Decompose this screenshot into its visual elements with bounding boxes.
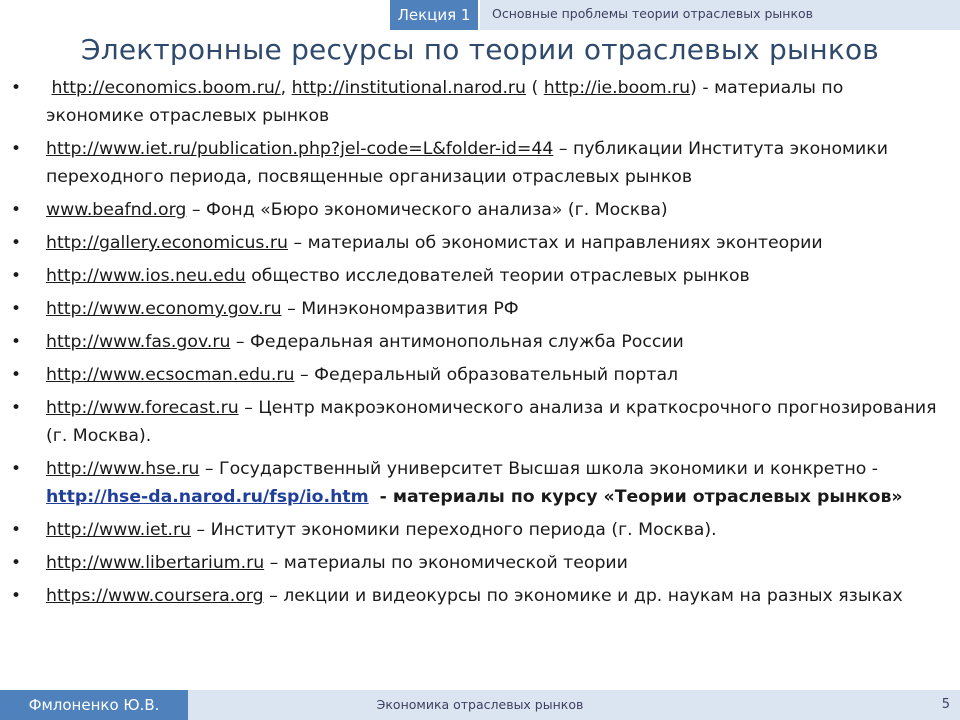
resource-link[interactable]: http://www.libertarium.ru	[46, 553, 265, 573]
footer-bar	[0, 690, 960, 720]
resource-link[interactable]: http://www.iet.ru	[46, 520, 192, 540]
resource-description: - материалы по экономике отраслевых рынков	[46, 78, 844, 126]
bullet-icon: •	[11, 299, 22, 319]
bullet-icon: •	[11, 332, 22, 352]
list-item	[0, 262, 960, 290]
list-item	[0, 549, 960, 577]
course-materials-link[interactable]: http://hse-da.narod.ru/fsp/io.htm	[46, 487, 369, 507]
bullet-icon: •	[11, 200, 22, 220]
resource-link[interactable]: http://www.iet.ru/publication.php?jel-code=L&folder-id=44	[46, 139, 554, 159]
header-bar	[0, 0, 960, 30]
page-number: 5	[772, 690, 960, 720]
lecture-label: Лекция 1	[390, 0, 478, 30]
slide-title: Электронные ресурсы по теории отраслевых рынков	[81, 33, 879, 66]
bullet-icon: •	[11, 78, 22, 98]
resource-description: – Центр макроэкономического анализа и краткосрочного прогнозирования (г. Москва).	[46, 398, 937, 446]
resource-link[interactable]: http://www.fas.gov.ru	[46, 332, 231, 352]
bullet-icon: •	[11, 398, 22, 418]
bullet-icon: •	[11, 586, 22, 606]
list-item	[0, 135, 960, 191]
list-item	[0, 394, 960, 450]
paren-close: )	[690, 78, 697, 98]
bullet-icon: •	[11, 553, 22, 573]
course-materials-description: - материалы по курсу «Теории отраслевых рынков»	[379, 487, 903, 507]
resource-description: – публикации Института экономики переходного периода, посвященные организации отраслевых рынков	[46, 139, 888, 187]
resource-description: – Минэкономразвития РФ	[287, 299, 519, 319]
resource-link[interactable]: https://www.coursera.org	[46, 586, 264, 606]
resource-description: – Федеральный образовательный портал	[299, 365, 679, 385]
resource-description: – Институт экономики переходного периода (г. Москва).	[196, 520, 717, 540]
bullet-icon: •	[11, 365, 22, 385]
bullet-icon: •	[11, 459, 22, 479]
list-item	[0, 582, 960, 610]
resource-link[interactable]: http://www.hse.ru	[46, 459, 200, 479]
resource-link[interactable]: http://www.ecsocman.edu.ru	[46, 365, 295, 385]
lecture-topic: Основные проблемы теории отраслевых рынков	[480, 0, 960, 30]
resource-link[interactable]: http://www.ios.neu.edu	[46, 266, 246, 286]
bullet-icon: •	[11, 233, 22, 253]
resource-link[interactable]: www.beafnd.org	[46, 200, 187, 220]
resource-list	[0, 74, 960, 615]
resource-link[interactable]: http://ie.boom.ru	[543, 78, 691, 98]
list-item	[0, 328, 960, 356]
footer-author: Фмлоненко Ю.В.	[0, 690, 188, 720]
list-item	[0, 196, 960, 224]
list-item	[0, 455, 960, 511]
list-item	[0, 295, 960, 323]
paren-open: (	[531, 78, 539, 98]
list-item	[0, 74, 960, 130]
bullet-icon: •	[11, 266, 22, 286]
resource-description: – материалы об экономистах и направлениях эконтеории	[293, 233, 823, 253]
resource-description: – Государственный университет Высшая школа экономики и конкретно -	[204, 459, 879, 479]
resource-link[interactable]: http://www.forecast.ru	[46, 398, 239, 418]
resource-description: общество исследователей теории отраслевых рынков	[251, 266, 750, 286]
resource-link[interactable]: http://economics.boom.ru/	[51, 78, 281, 98]
separator: ,	[280, 78, 287, 98]
resource-description: – лекции и видеокурсы по экономике и др. наукам на разных языках	[269, 586, 903, 606]
resource-description: – материалы по экономической теории	[269, 553, 628, 573]
footer-course: Экономика отраслевых рынков	[188, 690, 772, 720]
resource-link[interactable]: http://gallery.economicus.ru	[46, 233, 288, 253]
resource-link[interactable]: http://institutional.narod.ru	[291, 78, 526, 98]
list-item	[0, 516, 960, 544]
list-item	[0, 229, 960, 257]
resource-link[interactable]: http://www.economy.gov.ru	[46, 299, 282, 319]
list-item	[0, 361, 960, 389]
resource-description: – Федеральная антимонопольная служба России	[235, 332, 684, 352]
bullet-icon: •	[11, 139, 22, 159]
resource-description: – Фонд «Бюро экономического анализа» (г. Москва)	[191, 200, 668, 220]
bullet-icon: •	[11, 520, 22, 540]
